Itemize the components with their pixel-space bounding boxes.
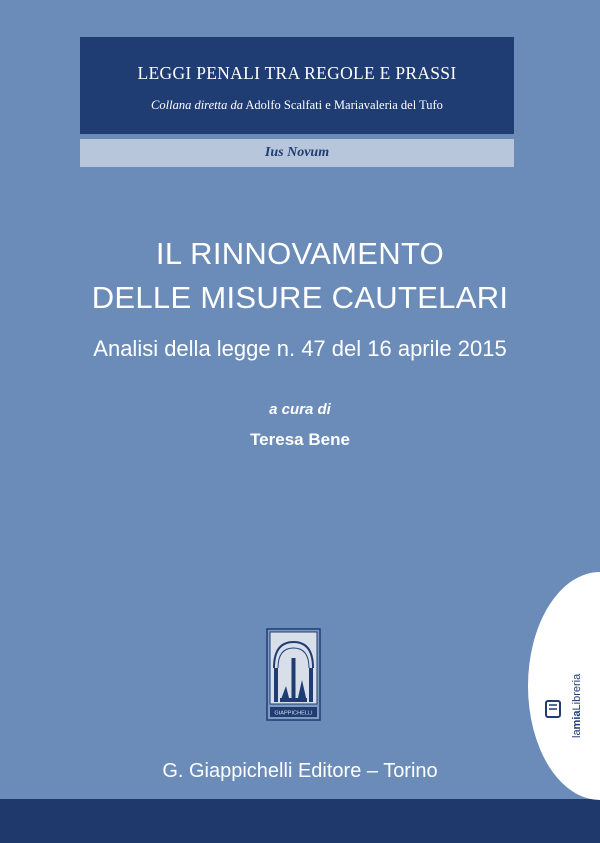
curator-name: Teresa Bene [250, 430, 350, 449]
badge-bold: mia [571, 710, 583, 730]
series-title: LEGGI PENALI TRA REGOLE E PRASSI [137, 63, 457, 83]
bottom-band [0, 799, 600, 843]
badge-suffix: Libreria [571, 673, 583, 711]
badge-prefix: la [571, 729, 583, 738]
series-connector: e [325, 98, 331, 112]
book-subtitle: Analisi della legge n. 47 del 16 aprile 2015 [93, 336, 507, 361]
subseries-band [80, 139, 514, 167]
book-title-line-2: DELLE MISURE CAUTELARI [91, 280, 509, 315]
series-direction-label: Collana diretta [151, 98, 228, 112]
libreria-badge [528, 572, 600, 800]
series-directors [80, 98, 514, 113]
subseries-label: Ius Novum [264, 145, 330, 160]
curator-label: a cura di [269, 401, 331, 418]
book-title-line-1: IL RINNOVAMENTO [155, 236, 445, 271]
publisher-logo-caption: GIAPPICHELLI [274, 710, 313, 717]
publisher-name: G. Giappichelli Editore – Torino [162, 760, 438, 782]
series-header [80, 37, 514, 134]
libreria-badge-label [571, 674, 583, 738]
series-director-1: Adolfo Scalfati [245, 98, 323, 112]
publisher-logo-icon [266, 628, 321, 721]
series-direction-da: da [230, 98, 243, 112]
series-director-2: Mariavaleria del Tufo [333, 98, 443, 112]
